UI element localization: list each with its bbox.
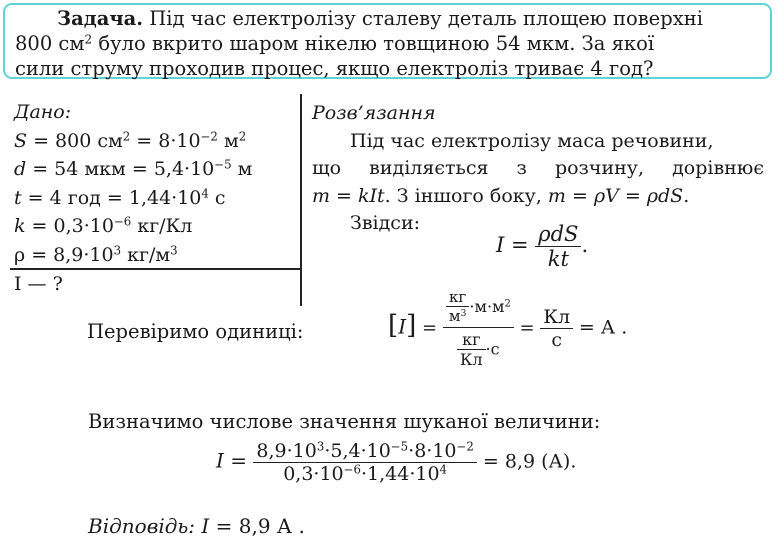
units-check-formula: [I] = $\frac{кг}{м^3}$ $\cdot м\cdot м^2$ $\frac{кг}{Кл}$ ·с = $\frac{Кл}{с}$ = А . bbox=[388, 288, 628, 369]
find-quantity: I — ? bbox=[14, 273, 63, 295]
units-check-label: Перевіримо одиниці: bbox=[87, 320, 304, 343]
given-area: S = 800 $см^2 = 8\cdot 10^{-2}$ $м^2$ bbox=[14, 129, 247, 152]
problem-line-1: Задача. Під час електролізу сталеву деталь площею поверхні bbox=[57, 7, 703, 30]
given-time: t = 4 год = $1,44\cdot 10^4$ с bbox=[14, 186, 226, 209]
problem-line-3: сили струму проходив процес, якщо електроліз триває 4 год? bbox=[15, 57, 654, 80]
problem-statement bbox=[3, 3, 772, 79]
answer: Відповідь: I = 8,9 А . bbox=[88, 514, 305, 538]
numeric-value-label: Визначимо числове значення шуканої величини: bbox=[88, 410, 601, 433]
given-block bbox=[14, 98, 252, 269]
solution-heading: Розв’язання bbox=[312, 102, 436, 124]
solution-line-2: що виділяється з розчину, дорівнює bbox=[312, 157, 764, 179]
problem-lead: Задача. bbox=[57, 7, 144, 30]
given-density: $\rho = 8,9\cdot 10^3$ $кг/м^3$ bbox=[14, 243, 178, 266]
given-heading: Дано: bbox=[14, 101, 72, 123]
given-thickness: d = 54 мкм = $5,4\cdot 10^{-5}$ м bbox=[14, 157, 253, 180]
given-divider-vertical bbox=[300, 94, 302, 306]
problem-line-2: 800 $см^2$ було вкрито шаром нікелю товщиною 54 мкм. За якої bbox=[15, 32, 655, 55]
formula-current: I = $\frac{\text{ρdS}}{kt}$ . bbox=[496, 222, 589, 271]
solution-line-3: m = kIt. З іншого боку, m = ρV = ρdS. bbox=[312, 184, 690, 207]
solution-line-4: Звідси: bbox=[350, 212, 421, 234]
solution-block bbox=[312, 100, 764, 238]
numeric-calculation: I = $\frac{8,9\cdot 10^3\cdot 5,4\cdot 10^{-5}\cdot 8\cdot 10^{-2}}{0,3\cdot 10^{-6}\cdot 1,44\cdot 10^4}$ = 8,9 (А). bbox=[216, 439, 577, 485]
solution-line-1: Під час електролізу маса речовини, bbox=[350, 129, 714, 152]
given-divider-horizontal bbox=[10, 268, 300, 270]
given-equivalent: $k = 0,3\cdot 10^{-6}$ кг/Кл bbox=[14, 214, 193, 237]
